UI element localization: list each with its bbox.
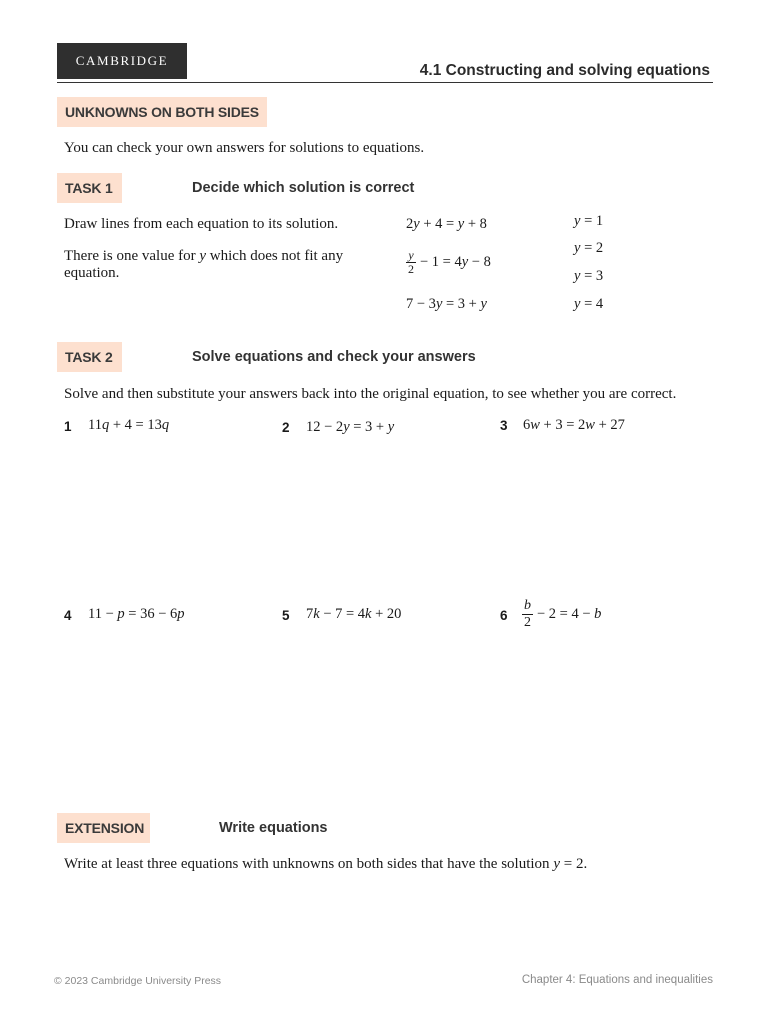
question-equation: $\frac{b}{2}$ − 2 = 4 − b <box>524 598 602 630</box>
task2-tag: TASK 2 <box>57 342 122 372</box>
publisher-logo: CAMBRIDGE <box>57 43 187 79</box>
task1-instruction-2: There is one value for y which does not fit any equation. <box>64 248 344 281</box>
intro-tag: UNKNOWNS ON BOTH SIDES <box>57 97 267 127</box>
intro-text: You can check your own answers for solutions to equations. <box>64 140 425 156</box>
extension-heading: Write equations <box>219 820 328 836</box>
task1-solution-1: y = 1 <box>574 213 604 229</box>
question-number: 3 <box>500 418 508 433</box>
task2-instruction: Solve and then substitute your answers back into the original equation, to see whether you are correct. <box>64 386 677 402</box>
question-number: 4 <box>64 608 72 623</box>
task1-instruction-1: Draw lines from each equation to its solution. <box>64 216 339 232</box>
extension-tag: EXTENSION <box>57 813 150 843</box>
question-equation: 12 − 2y = 3 + y <box>306 419 395 435</box>
task1-tag: TASK 1 <box>57 173 122 203</box>
question-equation: 11q + 4 = 13q <box>88 417 170 433</box>
footer-chapter: Chapter 4: Equations and inequalities <box>521 974 713 986</box>
question-number: 1 <box>64 419 72 434</box>
question-number: 6 <box>500 608 508 623</box>
page-section-title: 4.1 Constructing and solving equations <box>419 62 710 79</box>
task1-solution-3: y = 3 <box>574 268 604 284</box>
task1-solution-2: y = 2 <box>574 240 604 256</box>
task1-heading: Decide which solution is correct <box>192 180 415 196</box>
question-number: 5 <box>282 608 290 623</box>
task1-equation-2: $\frac{y}{2}$ − 1 = 4y − 8 <box>408 248 491 276</box>
extension-text: Write at least three equations with unknowns on both sides that have the solution y = 2. <box>64 856 588 872</box>
question-equation: 11 − p = 36 − 6p <box>88 606 185 622</box>
footer-copyright: © 2023 Cambridge University Press <box>54 975 222 987</box>
question-equation: 7k − 7 = 4k + 20 <box>306 606 402 622</box>
question-number: 2 <box>282 420 290 435</box>
task1-equation-3: 7 − 3y = 3 + y <box>406 296 487 312</box>
task1-equation-1: 2y + 4 = y + 8 <box>406 216 487 232</box>
header-divider <box>57 82 713 83</box>
question-equation: 6w + 3 = 2w + 27 <box>523 417 625 433</box>
task1-solution-4: y = 4 <box>574 296 604 312</box>
task2-heading: Solve equations and check your answers <box>192 349 476 365</box>
